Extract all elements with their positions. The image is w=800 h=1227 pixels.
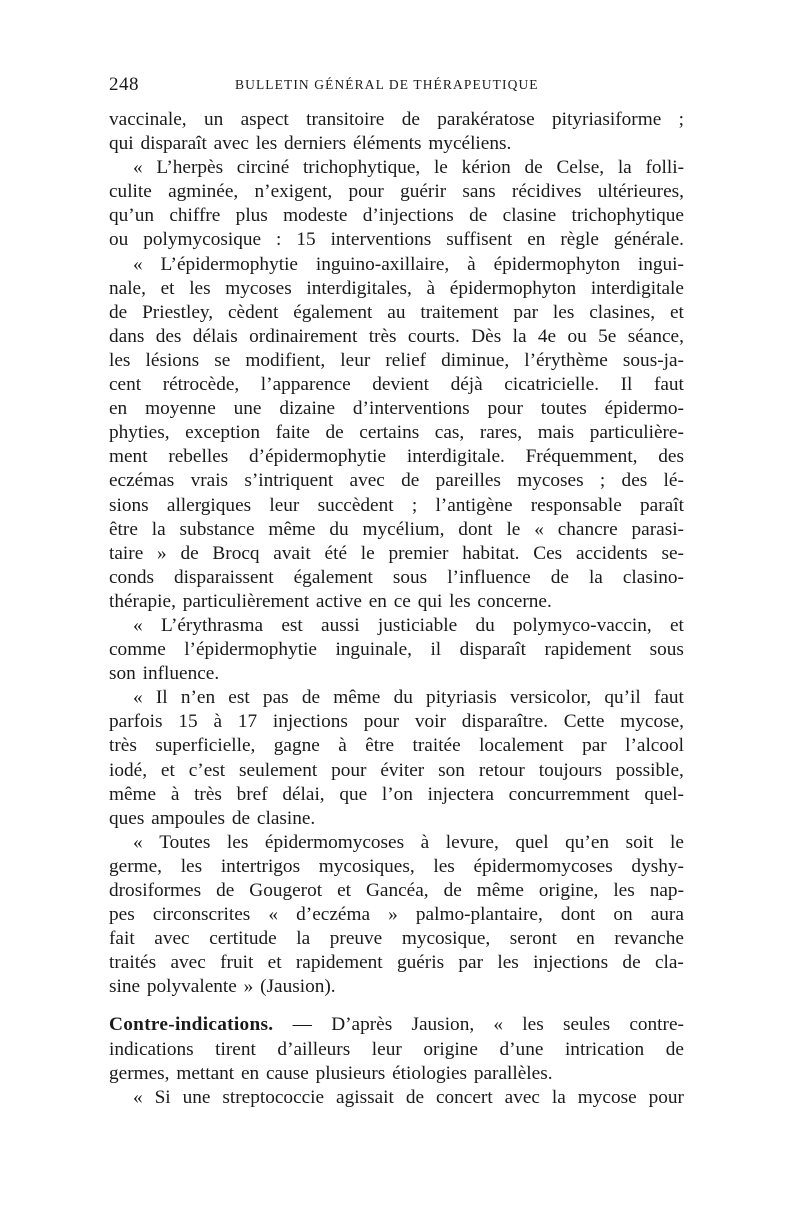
text-line: parfois 15 à 17 injections pour voir disparaître. Cette mycose, [109,711,684,733]
text-line: « L’épidermophytie inguino-axillaire, à épidermophyton ingui- [133,253,684,275]
text-line: pes circonscrites « d’eczéma » palmo-plantaire, dont on aura [109,904,684,926]
text-line: conds disparaissent également sous l’influence de la clasino- [109,566,684,588]
text-line: très superficielle, gagne à être traitée localement par l’alcool [109,735,684,757]
text-line: son influence. [109,663,220,685]
text-line: qu’un chiffre plus modeste d’injections de clasine trichophytique [109,205,684,227]
text-line: traités avec fruit et rapidement guéris par les injections de cla- [109,952,684,974]
text-line: « L’herpès circiné trichophytique, le kérion de Celse, la folli- [133,157,684,179]
section-heading-line: Contre-indications. — D’après Jausion, « les seules contre- [109,1014,684,1036]
text-line: ques ampoules de clasine. [109,807,316,829]
text-line: « L’érythrasma est aussi justiciable du polymyco-vaccin, et [133,614,684,636]
text-line: vaccinale, un aspect transitoire de parakératose pityriasiforme ; [109,109,684,130]
text-line: « Il n’en est pas de même du pityriasis versicolor, qu’il faut [133,687,684,709]
text-line: qui disparaît avec les derniers éléments mycéliens. [109,133,512,155]
text-line: thérapie, particulièrement active en ce qui les concerne. [109,590,552,612]
text-line: dans des délais ordinairement très courts. Dès la 4e ou 5e séance, [109,325,684,347]
text-line: en moyenne une dizaine d’interventions pour toutes épidermo- [109,398,684,420]
section-gap [109,999,684,1013]
page-number: 248 [109,74,139,95]
text-line: « Si une streptococcie agissait de concert avec la mycose pour [133,1086,684,1108]
text-line: cent rétrocède, l’apparence devient déjà cicatricielle. Il faut [109,374,684,396]
text-line: phyties, exception faite de certains cas, rares, mais particulière- [109,422,684,444]
running-title: BULLETIN GÉNÉRAL DE THÉRAPEUTIQUE [235,77,539,92]
text-line: germe, les intertrigos mycosiques, les épidermomycoses dyshy- [109,855,684,877]
text-line: taire » de Brocq avait été le premier habitat. Ces accidents se- [109,542,684,564]
body-text [109,108,684,1110]
text-line: de Priestley, cèdent également au traitement par les clasines, et [109,301,684,323]
text-line: même à très bref délai, que l’on injectera concurremment quel- [109,783,684,805]
text-line: « Toutes les épidermomycoses à levure, quel qu’en soit le [133,831,684,853]
text-line: ment rebelles d’épidermophytie interdigitale. Fréquemment, des [109,446,684,468]
text-line: fait avec certitude la preuve mycosique, seront en revanche [109,928,684,950]
text-line: nale, et les mycoses interdigitales, à épidermophyton interdigitale [109,277,684,299]
text-line: drosiformes de Gougerot et Gancéa, de même origine, les nap- [109,880,684,901]
text-line: eczémas vrais s’intriquent avec de pareilles mycoses ; des lé- [109,470,684,492]
text-line: être la substance même du mycélium, dont le « chancre parasi- [109,518,684,540]
text-line: sine polyvalente » (Jausion). [109,976,336,998]
text-line: germes, mettant en cause plusieurs étiologies parallèles. [109,1062,553,1084]
page-header [109,74,684,96]
text-line: indications tirent d’ailleurs leur origine d’une intrication de [109,1038,684,1060]
text-line: ou polymycosique : 15 interventions suffisent en règle générale. [109,229,684,251]
text-line: sions allergiques leur succèdent ; l’antigène responsable paraît [109,494,684,516]
text-line: iodé, et c’est seulement pour éviter son retour toujours possible, [109,759,684,781]
text-line: les lésions se modifient, leur relief diminue, l’érythème sous-ja- [109,349,684,371]
text-line: culite agminée, n’exigent, pour guérir sans récidives ultérieures, [109,181,684,203]
text-line: comme l’épidermophytie inguinale, il disparaît rapidement sous [109,639,684,661]
